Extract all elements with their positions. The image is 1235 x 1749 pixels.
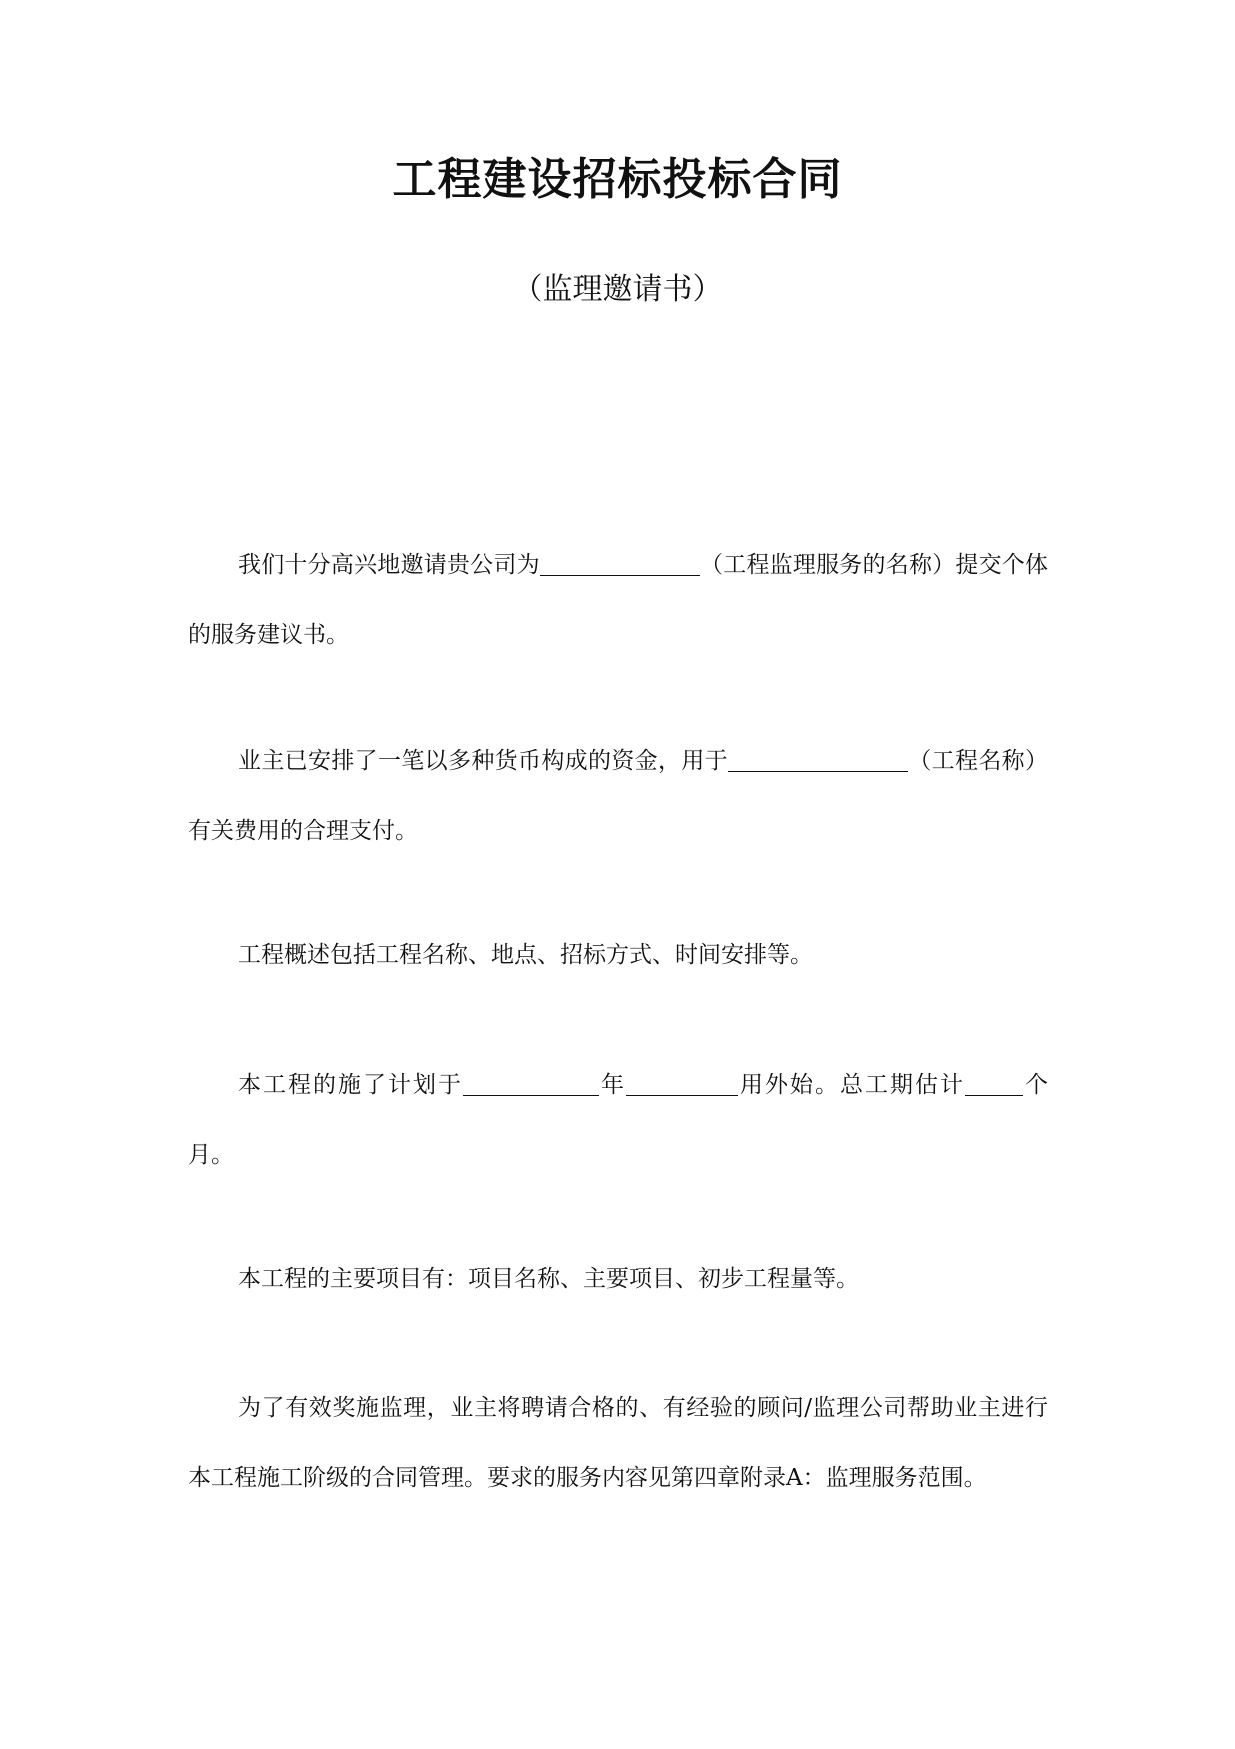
paragraph-text: 用外始。总工期估计 [738,1072,965,1098]
paragraph-main-items: 本工程的主要项目有：项目名称、主要项目、初步工程量等。 [238,1266,859,1292]
blank-project-name [728,747,908,772]
paragraph-text: 我们十分高兴地邀请贵公司为 [238,552,540,578]
paragraph-text: （工程监理服务的名称）提交个体的服务建议书。 [188,552,1049,648]
paragraph-invitation [188,530,1048,670]
paragraph-text: 本工程的施了计划于 [238,1072,463,1098]
paragraph-schedule [188,1050,1048,1190]
blank-year [463,1071,599,1096]
blank-duration [965,1071,1023,1096]
paragraph-text: 个月。 [188,1072,1048,1168]
paragraph-supervision: 为了有效奖施监理，业主将聘请合格的、有经验的顾问/监理公司帮助业主进行本工程施工阶级的合同管理。要求的服务内容见第四章附录A：监理服务范围。 [188,1395,1048,1491]
blank-month [626,1071,738,1096]
paragraph-overview: 工程概述包括工程名称、地点、招标方式、时间安排等。 [238,942,813,968]
blank-service-name [540,551,700,576]
document-title: 工程建设招标投标合同 [392,154,843,205]
document-subtitle: （监理邀请书） [512,272,723,307]
paragraph-text: （工程名称）有关费用的合理支付。 [188,748,1049,844]
paragraph-text: 业主已安排了一笔以多种货币构成的资金，用于 [238,748,728,774]
paragraph-text: 年 [599,1072,626,1098]
paragraph-funding [188,726,1048,866]
